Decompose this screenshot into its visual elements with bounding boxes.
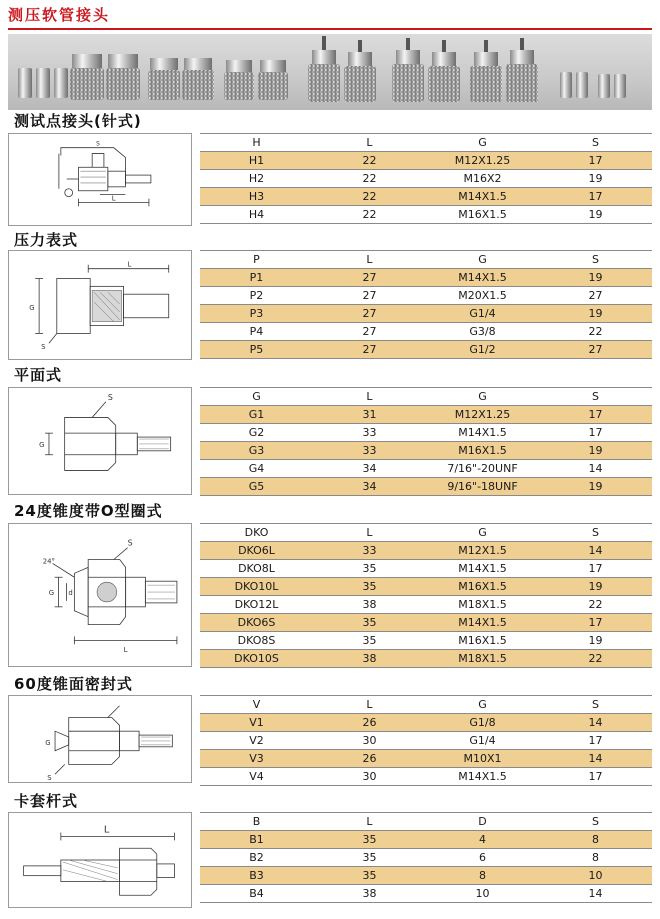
d4-label-S: S [127, 538, 133, 548]
table-cell: P1 [200, 269, 313, 287]
table-row [200, 632, 652, 650]
table-row [200, 188, 652, 206]
table-cell: 17 [539, 424, 652, 442]
table-cell: 22 [313, 170, 426, 188]
table-cell: DKO8L [200, 560, 313, 578]
section-title-test-point: 测试点接头(针式) [14, 112, 142, 130]
header-cell: L [313, 524, 426, 542]
table-cell: 27 [313, 341, 426, 359]
table-gauge [200, 250, 652, 359]
diagram-60deg-cone [8, 695, 192, 783]
d4-label-G: G [48, 589, 55, 597]
section-title-60deg-cone: 60度锥面密封式 [14, 675, 133, 693]
d1-label-L: L [111, 194, 116, 203]
table-cell: M14X1.5 [426, 768, 539, 786]
table-60deg-cone [200, 695, 652, 786]
diagram-test-point-drawing [9, 134, 191, 225]
header-cell: L [313, 388, 426, 406]
diagram-24deg-cone-drawing [9, 524, 191, 666]
table-cell: 38 [313, 650, 426, 668]
table-cell: 19 [539, 305, 652, 323]
table-cell: 27 [313, 323, 426, 341]
diagram-gauge-drawing [9, 251, 191, 359]
table-row [200, 849, 652, 867]
d4-label-d: d [68, 589, 73, 597]
diagram-sleeve-rod [8, 812, 192, 908]
d2-label-G: G [29, 303, 35, 312]
table-cell: M12X1.5 [426, 542, 539, 560]
table-test-point [200, 133, 652, 224]
table-cell: P2 [200, 287, 313, 305]
header-cell: D [426, 813, 539, 831]
table-cell: H2 [200, 170, 313, 188]
table-cell: 14 [539, 714, 652, 732]
table-flat [200, 387, 652, 496]
header-cell: B [200, 813, 313, 831]
table-row [200, 424, 652, 442]
table-cell: 14 [539, 750, 652, 768]
section-title-24deg-cone: 24度锥度带O型圈式 [14, 502, 163, 520]
table-row [200, 732, 652, 750]
table-cell: 17 [539, 614, 652, 632]
table-cell: 4 [426, 831, 539, 849]
diagram-test-point [8, 133, 192, 226]
d1-label-S: S [96, 141, 100, 148]
table-cell: G2 [200, 424, 313, 442]
table-row [200, 478, 652, 496]
table-cell: 35 [313, 867, 426, 885]
table-cell: 34 [313, 478, 426, 496]
table-cell: G3/8 [426, 323, 539, 341]
table-row [200, 714, 652, 732]
table-row [200, 341, 652, 359]
d4-label-angle: 24° [42, 557, 56, 566]
section-title-sleeve-rod: 卡套杆式 [14, 792, 79, 810]
header-cell: L [313, 134, 426, 152]
table-header-row [200, 134, 652, 152]
table-cell: 19 [539, 632, 652, 650]
table-cell: G4 [200, 460, 313, 478]
header-cell: G [426, 134, 539, 152]
table-cell: G1/8 [426, 714, 539, 732]
table-cell: P5 [200, 341, 313, 359]
table-row [200, 542, 652, 560]
table-cell: 35 [313, 831, 426, 849]
table-header-row [200, 696, 652, 714]
table-cell: 30 [313, 732, 426, 750]
table-cell: 19 [539, 478, 652, 496]
table-cell: 14 [539, 460, 652, 478]
table-sleeve-rod [200, 812, 652, 903]
table-cell: 17 [539, 768, 652, 786]
header-cell: G [426, 696, 539, 714]
header-cell: G [426, 251, 539, 269]
table-cell: 31 [313, 406, 426, 424]
diagram-flat [8, 387, 192, 495]
table-cell: M16X1.5 [426, 632, 539, 650]
d4-label-L: L [123, 646, 128, 655]
table-row [200, 578, 652, 596]
table-cell: G1/4 [426, 732, 539, 750]
table-cell: H3 [200, 188, 313, 206]
header-cell: P [200, 251, 313, 269]
header-cell: S [539, 134, 652, 152]
table-cell: M16X2 [426, 170, 539, 188]
table-cell: V2 [200, 732, 313, 750]
table-row [200, 460, 652, 478]
table-cell: 22 [313, 188, 426, 206]
table-row [200, 269, 652, 287]
table-cell: 35 [313, 560, 426, 578]
table-cell: B1 [200, 831, 313, 849]
d5-label-G: G [45, 738, 51, 747]
header-cell: V [200, 696, 313, 714]
diagram-24deg-cone [8, 523, 192, 667]
table-cell: M16X1.5 [426, 578, 539, 596]
table-cell: B2 [200, 849, 313, 867]
d6-label-L: L [103, 824, 110, 836]
table-cell: 27 [313, 287, 426, 305]
table-cell: V4 [200, 768, 313, 786]
table-cell: H4 [200, 206, 313, 224]
diagram-sleeve-rod-drawing [9, 813, 191, 907]
header-cell: H [200, 134, 313, 152]
table-cell: M14X1.5 [426, 560, 539, 578]
table-cell: 8 [539, 849, 652, 867]
table-cell: M14X1.5 [426, 269, 539, 287]
header-cell: G [426, 524, 539, 542]
table-cell: 14 [539, 885, 652, 903]
table-cell: M18X1.5 [426, 650, 539, 668]
table-cell: DKO10S [200, 650, 313, 668]
table-24deg-cone [200, 523, 652, 668]
table-row [200, 152, 652, 170]
table-cell: 27 [313, 269, 426, 287]
table-cell: V1 [200, 714, 313, 732]
table-cell: 30 [313, 768, 426, 786]
table-cell: 19 [539, 578, 652, 596]
table-cell: 38 [313, 885, 426, 903]
table-cell: G3 [200, 442, 313, 460]
table-cell: M16X1.5 [426, 442, 539, 460]
table-cell: 17 [539, 560, 652, 578]
diagram-flat-drawing [9, 388, 191, 494]
table-cell: 10 [539, 867, 652, 885]
table-cell: 17 [539, 188, 652, 206]
table-header-row [200, 388, 652, 406]
table-row [200, 305, 652, 323]
table-cell: 17 [539, 732, 652, 750]
table-header-row [200, 524, 652, 542]
d3-label-S: S [107, 392, 113, 402]
header-cell: S [539, 524, 652, 542]
table-cell: G1/4 [426, 305, 539, 323]
table-cell: 8 [426, 867, 539, 885]
table-row [200, 206, 652, 224]
table-row [200, 614, 652, 632]
table-cell: 19 [539, 442, 652, 460]
header-cell: L [313, 251, 426, 269]
table-row [200, 750, 652, 768]
table-cell: 27 [313, 305, 426, 323]
table-cell: 26 [313, 750, 426, 768]
table-cell: G1/2 [426, 341, 539, 359]
header-cell: S [539, 388, 652, 406]
table-cell: M14X1.5 [426, 614, 539, 632]
table-row [200, 560, 652, 578]
title-rule [8, 28, 652, 30]
table-cell: 34 [313, 460, 426, 478]
table-cell: 22 [539, 323, 652, 341]
table-row [200, 885, 652, 903]
table-cell: 17 [539, 406, 652, 424]
table-row [200, 170, 652, 188]
table-cell: 22 [313, 206, 426, 224]
table-row [200, 287, 652, 305]
table-cell: DKO6S [200, 614, 313, 632]
table-cell: 35 [313, 849, 426, 867]
table-cell: 14 [539, 542, 652, 560]
table-cell: 38 [313, 596, 426, 614]
table-cell: M14X1.5 [426, 188, 539, 206]
header-cell: L [313, 813, 426, 831]
table-cell: 33 [313, 442, 426, 460]
table-row [200, 650, 652, 668]
table-cell: 22 [313, 152, 426, 170]
d5-label-S: S [47, 774, 52, 782]
section-title-flat: 平面式 [14, 366, 63, 384]
table-row [200, 596, 652, 614]
table-cell: M14X1.5 [426, 424, 539, 442]
header-cell: G [200, 388, 313, 406]
table-cell: 27 [539, 287, 652, 305]
table-cell: 19 [539, 269, 652, 287]
table-cell: P4 [200, 323, 313, 341]
product-photo-graphic [8, 34, 652, 110]
table-row [200, 442, 652, 460]
table-row [200, 323, 652, 341]
table-cell: V3 [200, 750, 313, 768]
diagram-gauge [8, 250, 192, 360]
table-cell: 6 [426, 849, 539, 867]
table-row [200, 831, 652, 849]
table-cell: 8 [539, 831, 652, 849]
table-cell: DKO6L [200, 542, 313, 560]
table-cell: 33 [313, 424, 426, 442]
header-cell: S [539, 696, 652, 714]
table-cell: M10X1 [426, 750, 539, 768]
table-cell: 22 [539, 596, 652, 614]
table-cell: 10 [426, 885, 539, 903]
table-cell: DKO12L [200, 596, 313, 614]
table-cell: 35 [313, 578, 426, 596]
d2-label-L: L [127, 260, 132, 269]
table-cell: H1 [200, 152, 313, 170]
table-cell: 33 [313, 542, 426, 560]
diagram-60deg-cone-drawing [9, 696, 191, 782]
header-cell: L [313, 696, 426, 714]
table-header-row [200, 251, 652, 269]
table-cell: 26 [313, 714, 426, 732]
table-cell: M20X1.5 [426, 287, 539, 305]
table-row [200, 406, 652, 424]
table-cell: 19 [539, 206, 652, 224]
table-cell: 35 [313, 614, 426, 632]
table-cell: DKO8S [200, 632, 313, 650]
d3-label-G: G [39, 440, 45, 449]
table-row [200, 867, 652, 885]
table-row [200, 768, 652, 786]
table-cell: DKO10L [200, 578, 313, 596]
table-cell: M18X1.5 [426, 596, 539, 614]
d2-label-S: S [41, 343, 46, 352]
table-cell: B4 [200, 885, 313, 903]
table-cell: 35 [313, 632, 426, 650]
header-cell: S [539, 813, 652, 831]
table-cell: M12X1.25 [426, 152, 539, 170]
table-cell: G1 [200, 406, 313, 424]
header-cell: G [426, 388, 539, 406]
table-cell: B3 [200, 867, 313, 885]
header-cell: DKO [200, 524, 313, 542]
product-photo [8, 34, 652, 110]
header-cell: S [539, 251, 652, 269]
table-cell: M16X1.5 [426, 206, 539, 224]
page-title: 测压软管接头 [8, 6, 111, 24]
table-cell: 19 [539, 170, 652, 188]
table-cell: G5 [200, 478, 313, 496]
table-cell: 9/16"-18UNF [426, 478, 539, 496]
table-cell: 17 [539, 152, 652, 170]
section-title-gauge: 压力表式 [14, 231, 79, 249]
table-cell: 22 [539, 650, 652, 668]
table-header-row [200, 813, 652, 831]
table-cell: M12X1.25 [426, 406, 539, 424]
table-cell: P3 [200, 305, 313, 323]
table-cell: 7/16"-20UNF [426, 460, 539, 478]
table-cell: 27 [539, 341, 652, 359]
